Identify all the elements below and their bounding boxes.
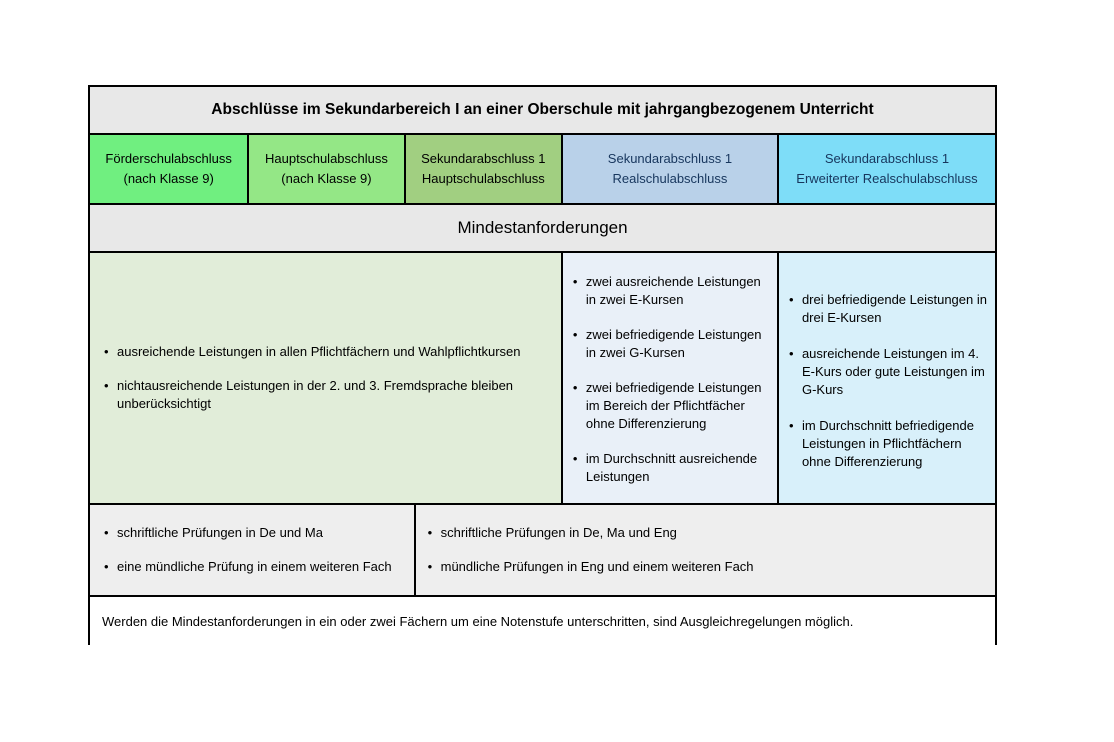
bullet-icon xyxy=(789,345,802,363)
column-header-foerderschulabschluss xyxy=(90,135,247,203)
bullet-icon xyxy=(789,291,802,309)
bullet-icon xyxy=(428,558,441,576)
bullet-icon xyxy=(789,417,802,435)
header-line2: Erweiterter Realschulabschluss xyxy=(796,171,978,186)
requirement-item: • zwei ausreichende Leistungen in zwei E-Kursen xyxy=(573,273,769,309)
exam-item: • eine mündliche Prüfung in einem weiteren Fach xyxy=(104,558,404,576)
bullet-icon xyxy=(573,450,586,468)
bullet-icon xyxy=(573,379,586,397)
exams-left-cell xyxy=(90,505,414,595)
header-line1: Sekundarabschluss 1 xyxy=(824,150,950,166)
header-line2: (nach Klasse 9) xyxy=(123,171,214,186)
exams-row xyxy=(90,503,995,595)
requirement-item: • nichtausreichende Leistungen in der 2. und 3. Fremdsprache bleiben unberücksichtigt xyxy=(104,377,545,413)
header-line2: Hauptschulabschluss xyxy=(421,171,545,186)
section-header-mindestanforderungen: Mindestanforderungen xyxy=(90,203,995,251)
exam-item: • schriftliche Prüfungen in De und Ma xyxy=(104,524,404,542)
requirement-item: • ausreichende Leistungen in allen Pflichtfächern und Wahlpflichtkursen xyxy=(104,343,545,361)
column-header-sek1-realschulabschluss xyxy=(561,135,777,203)
bullet-icon xyxy=(104,524,117,542)
requirement-item: • im Durchschnitt ausreichende Leistungen xyxy=(573,450,769,486)
header-line1: Förderschulabschluss xyxy=(105,150,232,166)
header-line1: Hauptschulabschluss xyxy=(265,150,388,166)
requirement-item: • zwei befriedigende Leistungen im Bereich der Pflichtfächer ohne Differenzierung xyxy=(573,379,769,433)
bullet-icon xyxy=(104,558,117,576)
requirements-row xyxy=(90,251,995,503)
requirement-item: • drei befriedigende Leistungen in drei E-Kursen xyxy=(789,291,987,327)
header-line1: Sekundarabschluss 1 xyxy=(421,150,546,166)
header-line2: (nach Klasse 9) xyxy=(281,171,372,186)
header-line1: Sekundarabschluss 1 xyxy=(607,150,733,166)
footnote: Werden die Mindestanforderungen in ein oder zwei Fächern um eine Notenstufe unterschritten, sind Ausgleichregelungen möglich. xyxy=(90,595,995,645)
column-header-sek1-hauptschulabschluss xyxy=(404,135,561,203)
requirement-item: • zwei befriedigende Leistungen in zwei G-Kursen xyxy=(573,326,769,362)
requirements-general-cell xyxy=(90,253,561,503)
exams-right-cell xyxy=(414,505,995,595)
requirement-item: • ausreichende Leistungen im 4. E-Kurs oder gute Leistungen im G-Kurs xyxy=(789,345,987,399)
degree-header-row xyxy=(90,133,995,203)
bullet-icon xyxy=(428,524,441,542)
bullet-icon xyxy=(573,326,586,344)
exam-item: • mündliche Prüfungen in Eng und einem weiteren Fach xyxy=(428,558,985,576)
bullet-icon xyxy=(104,377,117,395)
requirements-realschulabschluss-cell xyxy=(561,253,777,503)
column-header-sek1-erweiterter-realschulabschluss xyxy=(777,135,995,203)
column-header-hauptschulabschluss xyxy=(247,135,403,203)
exam-item: • schriftliche Prüfungen in De, Ma und Eng xyxy=(428,524,985,542)
bullet-icon xyxy=(573,273,586,291)
header-line2: Realschulabschluss xyxy=(612,171,728,186)
abschluesse-table xyxy=(88,85,997,645)
requirement-item: • im Durchschnitt befriedigende Leistungen in Pflichtfächern ohne Differenzierung xyxy=(789,417,987,471)
table-title: Abschlüsse im Sekundarbereich I an einer Oberschule mit jahrgangbezogenem Unterricht xyxy=(90,87,995,133)
requirements-erweiterter-realschulabschluss-cell xyxy=(777,253,995,503)
bullet-icon xyxy=(104,343,117,361)
